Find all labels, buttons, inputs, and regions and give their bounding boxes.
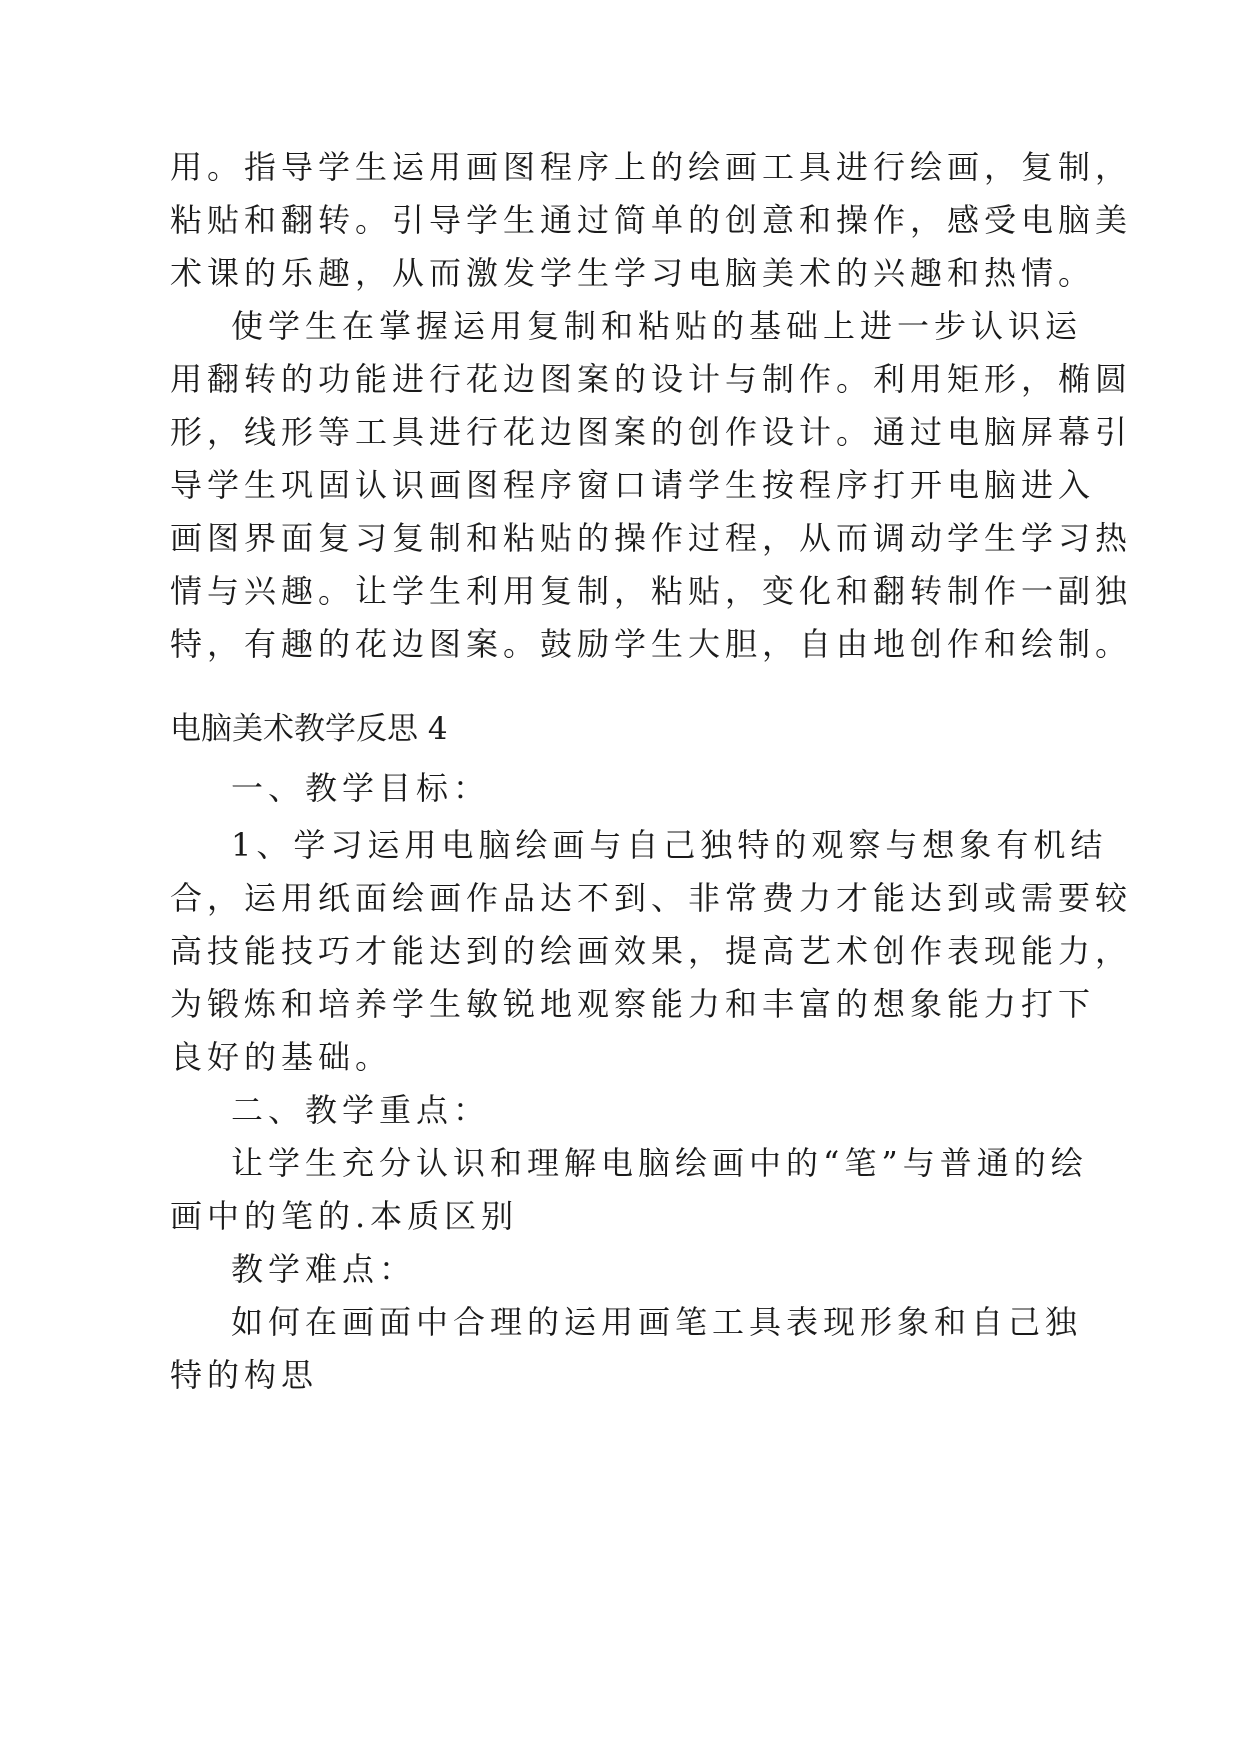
text-line: 为锻炼和培养学生敏锐地观察能力和丰富的想象能力打下 bbox=[170, 985, 1096, 1023]
text-line: 良好的基础。 bbox=[170, 1038, 393, 1076]
text-line: 粘贴和翻转。引导学生通过简单的创意和操作，感受电脑美 bbox=[170, 201, 1133, 239]
difficulty-heading: 教学难点： bbox=[231, 1250, 417, 1288]
text-line: 用翻转的功能进行花边图案的设计与制作。利用矩形，椭圆 bbox=[170, 360, 1133, 398]
text-line: 用。指导学生运用画图程序上的绘画工具进行绘画，复制， bbox=[170, 148, 1133, 186]
text-line: 术课的乐趣，从而激发学生学习电脑美术的兴趣和热情。 bbox=[170, 254, 1096, 292]
text-line: 高技能技巧才能达到的绘画效果，提高艺术创作表现能力， bbox=[170, 932, 1133, 970]
section-title: 电脑美术教学反思 4 bbox=[170, 711, 448, 747]
key-heading: 二、教学重点： bbox=[231, 1091, 491, 1129]
text-line: 让学生充分认识和理解电脑绘画中的“笔”与普通的绘 bbox=[231, 1144, 1088, 1182]
text-line: 特的构思 bbox=[170, 1356, 319, 1394]
text-line: 画图界面复习复制和粘贴的操作过程，从而调动学生学习热 bbox=[170, 519, 1133, 557]
text-line: 使学生在掌握运用复制和粘贴的基础上进一步认识运 bbox=[231, 307, 1083, 345]
goal-heading: 一、教学目标： bbox=[231, 769, 491, 807]
text-line: 画中的笔的.本质区别 bbox=[170, 1197, 519, 1235]
text-line: 形，线形等工具进行花边图案的创作设计。通过电脑屏幕引 bbox=[170, 413, 1133, 451]
text-line: 特，有趣的花边图案。鼓励学生大胆，自由地创作和绘制。 bbox=[170, 625, 1133, 663]
text-line: 1、学习运用电脑绘画与自己独特的观察与想象有机结 bbox=[231, 826, 1108, 864]
text-line: 情与兴趣。让学生利用复制，粘贴，变化和翻转制作一副独 bbox=[170, 572, 1133, 610]
text-line: 导学生巩固认识画图程序窗口请学生按程序打开电脑进入 bbox=[170, 466, 1096, 504]
text-line: 如何在画面中合理的运用画笔工具表现形象和自己独 bbox=[231, 1303, 1083, 1341]
text-line: 合，运用纸面绘画作品达不到、非常费力才能达到或需要较 bbox=[170, 879, 1133, 917]
